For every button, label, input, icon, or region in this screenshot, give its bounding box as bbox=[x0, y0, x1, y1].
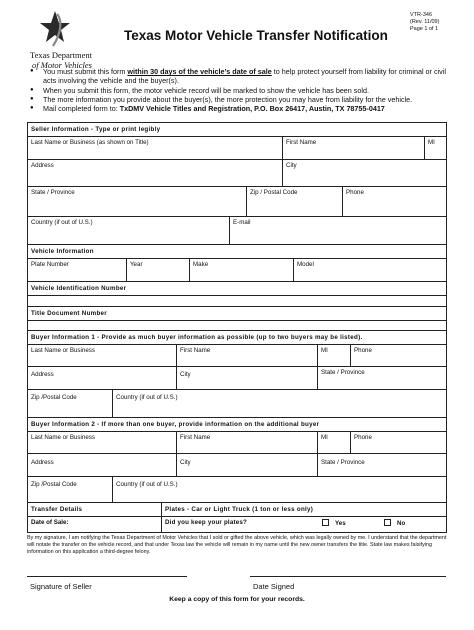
keep-plates-yes-option[interactable] bbox=[322, 519, 346, 527]
buyer2-zip-row bbox=[28, 477, 446, 503]
section-header-label: Transfer Details bbox=[31, 506, 83, 513]
instruction-text: Mail completed form to: bbox=[43, 104, 120, 114]
instruction-text: You must submit this form bbox=[43, 67, 128, 76]
year-field[interactable] bbox=[126, 259, 189, 281]
field-label: City bbox=[180, 371, 191, 378]
buyer1-address-row bbox=[28, 367, 446, 390]
seller-country-field[interactable] bbox=[28, 217, 229, 244]
form-number-block bbox=[410, 12, 450, 33]
vehicle-row bbox=[28, 259, 446, 282]
section-header-vehicle bbox=[28, 245, 446, 259]
plate-number-field[interactable] bbox=[28, 259, 126, 281]
transfer-details-row bbox=[28, 517, 446, 532]
model-field[interactable] bbox=[293, 259, 446, 281]
field-label: City bbox=[286, 162, 297, 169]
field-label: Phone bbox=[346, 189, 364, 196]
form-number: VTR-346 bbox=[410, 12, 433, 18]
section-header-transfer bbox=[28, 503, 161, 516]
seller-email-field[interactable] bbox=[229, 217, 446, 244]
make-field[interactable] bbox=[189, 259, 293, 281]
agency-name-line1: Texas Department bbox=[30, 50, 92, 60]
instruction-text: When you submit this form, the motor vehicle record will be marked to show the vehicle has been sold. bbox=[43, 85, 369, 95]
buyer1-phone-field[interactable] bbox=[350, 345, 446, 366]
seller-city-field[interactable] bbox=[282, 160, 446, 186]
section-header-plates bbox=[161, 503, 446, 516]
date-signed-label: Date Signed bbox=[253, 582, 295, 591]
footer-note: Keep a copy of this form for your records. bbox=[169, 596, 305, 603]
buyer2-first-name-field[interactable] bbox=[176, 432, 317, 453]
field-label: Address bbox=[31, 162, 54, 169]
seller-state-field[interactable] bbox=[28, 187, 246, 216]
buyer2-mi-field[interactable] bbox=[317, 432, 350, 453]
section-header-title-document bbox=[28, 307, 446, 321]
seller-last-name-field[interactable] bbox=[28, 137, 282, 159]
seller-state-row bbox=[28, 187, 446, 217]
field-label: State / Province bbox=[31, 189, 75, 196]
field-label: Address bbox=[31, 371, 54, 378]
date-signed-line[interactable] bbox=[250, 576, 446, 577]
buyer2-state-field[interactable] bbox=[317, 454, 446, 476]
buyer2-phone-field[interactable] bbox=[350, 432, 446, 453]
field-label: Phone bbox=[354, 347, 372, 354]
field-label: Last Name or Business (as shown on Title) bbox=[31, 139, 149, 146]
form-revision: (Rev. 11/09) bbox=[410, 19, 440, 25]
buyer2-zip-field[interactable] bbox=[28, 477, 112, 502]
buyer1-first-name-field[interactable] bbox=[176, 345, 317, 366]
field-label: Zip /Postal Code bbox=[31, 394, 77, 401]
section-header-label: Plates - Car or Light Truck (1 ton or less only) bbox=[165, 506, 314, 513]
field-label: Year bbox=[130, 261, 143, 268]
form-page: Page 1 of 1 bbox=[410, 26, 439, 32]
signature-label: Signature of Seller bbox=[30, 582, 92, 591]
field-label: E-mail bbox=[233, 219, 251, 226]
field-label: Country (if out of U.S.) bbox=[116, 481, 178, 488]
section-header-label: Vehicle Identification Number bbox=[31, 285, 127, 292]
field-label: Phone bbox=[354, 434, 372, 441]
field-label: Plate Number bbox=[31, 261, 69, 268]
field-label: First Name bbox=[180, 347, 211, 354]
instruction-item bbox=[30, 67, 450, 86]
field-label: State / Province bbox=[321, 369, 365, 376]
yes-label: Yes bbox=[335, 520, 346, 527]
seller-phone-field[interactable] bbox=[342, 187, 446, 216]
star-icon bbox=[40, 10, 70, 48]
seller-first-name-field[interactable] bbox=[282, 137, 424, 159]
date-of-sale-field[interactable] bbox=[28, 517, 161, 532]
section-header-label: Buyer Information 2 - If more than one buyer, provide information on the additional buyer bbox=[31, 421, 320, 428]
transfer-header-row bbox=[28, 503, 446, 517]
field-label: Make bbox=[193, 261, 209, 268]
buyer1-name-row bbox=[28, 345, 446, 367]
instructions-list bbox=[30, 67, 450, 113]
buyer1-mi-field[interactable] bbox=[317, 345, 350, 366]
keep-plates-no-option[interactable] bbox=[384, 519, 405, 527]
section-header-buyer1 bbox=[28, 331, 446, 345]
agency-name-line2: of Motor Vehicles bbox=[32, 60, 92, 70]
buyer1-city-field[interactable] bbox=[176, 367, 317, 389]
plates-question bbox=[161, 517, 446, 532]
buyer2-address-row bbox=[28, 454, 446, 477]
agency-logo bbox=[28, 10, 100, 70]
field-label: Date of Sale: bbox=[31, 519, 69, 526]
section-header-label: Vehicle Information bbox=[31, 248, 94, 255]
no-checkbox[interactable] bbox=[384, 519, 391, 526]
certification-statement: By my signature, I am notifying the Texas Department of Motor Vehicles that I sold or gifted the above vehicle, which was legally owned by me. I understand that the department will notate the transfer on the vehicle record, and that under Texas law the vehicle will remain in my name until the new owner transfers the title. State law makes falsifying information on this application a third-degree felony. bbox=[27, 535, 447, 555]
seller-mi-field[interactable] bbox=[424, 137, 446, 159]
field-label: Address bbox=[31, 459, 54, 466]
section-header-label: Seller Information - Type or print legibly bbox=[31, 126, 161, 133]
buyer1-state-field[interactable] bbox=[317, 367, 446, 389]
instruction-item bbox=[30, 104, 450, 113]
no-label: No bbox=[397, 520, 406, 527]
field-label: State / Province bbox=[321, 459, 365, 466]
buyer2-name-row bbox=[28, 432, 446, 454]
buyer1-last-name-field[interactable] bbox=[28, 345, 176, 366]
buyer1-zip-row bbox=[28, 390, 446, 418]
field-label: First Name bbox=[286, 139, 317, 146]
field-label: Country (if out of U.S.) bbox=[116, 394, 178, 401]
field-label: MI bbox=[321, 434, 328, 441]
field-label: MI bbox=[321, 347, 328, 354]
seller-country-row bbox=[28, 217, 446, 245]
mailing-address: TxDMV Vehicle Titles and Registration, P.O. Box 26417, Austin, TX 78755-0417 bbox=[119, 104, 385, 114]
instruction-text: to help protect yourself from liability for criminal or civil acts involving the vehicle and the buyer(s). bbox=[43, 67, 446, 86]
section-header-seller bbox=[28, 123, 446, 137]
title-document-field[interactable] bbox=[28, 321, 446, 331]
field-label: MI bbox=[428, 139, 435, 146]
field-label: City bbox=[180, 459, 191, 466]
instruction-item bbox=[30, 95, 450, 104]
instruction-item bbox=[30, 86, 450, 95]
field-label: Model bbox=[297, 261, 314, 268]
buyer2-country-field[interactable] bbox=[112, 477, 446, 502]
buyer2-last-name-field[interactable] bbox=[28, 432, 176, 453]
section-header-label: Title Document Number bbox=[31, 310, 107, 317]
deadline-text: within 30 days of the vehicle’s date of sale bbox=[127, 67, 272, 76]
buyer1-address-field[interactable] bbox=[28, 367, 176, 389]
buyer1-zip-field[interactable] bbox=[28, 390, 112, 417]
section-header-buyer2 bbox=[28, 418, 446, 432]
buyer2-city-field[interactable] bbox=[176, 454, 317, 476]
signature-line[interactable] bbox=[27, 576, 187, 577]
seller-address-row bbox=[28, 160, 446, 187]
section-header-vin bbox=[28, 282, 446, 296]
seller-address-field[interactable] bbox=[28, 160, 282, 186]
buyer1-country-field[interactable] bbox=[112, 390, 446, 417]
section-header-label: Buyer Information 1 - Provide as much buyer information as possible (up to two buyers may be listed). bbox=[31, 334, 363, 341]
field-label: Last Name or Business bbox=[31, 434, 95, 441]
seller-name-row bbox=[28, 137, 446, 160]
transfer-form bbox=[27, 122, 447, 533]
yes-checkbox[interactable] bbox=[322, 519, 329, 526]
field-label: Zip /Postal Code bbox=[31, 481, 77, 488]
field-label: First Name bbox=[180, 434, 211, 441]
field-label: Country (if out of U.S.) bbox=[31, 219, 93, 226]
vin-field[interactable] bbox=[28, 296, 446, 307]
field-label: Did you keep your plates? bbox=[165, 519, 248, 526]
buyer2-address-field[interactable] bbox=[28, 454, 176, 476]
field-label: Last Name or Business bbox=[31, 347, 95, 354]
instruction-text: The more information you provide about the buyer(s), the more protection you may have from liability for the vehicle. bbox=[43, 94, 413, 104]
seller-zip-field[interactable] bbox=[246, 187, 342, 216]
page-title: Texas Motor Vehicle Transfer Notification bbox=[124, 28, 388, 43]
field-label: Zip / Postal Code bbox=[250, 189, 298, 196]
